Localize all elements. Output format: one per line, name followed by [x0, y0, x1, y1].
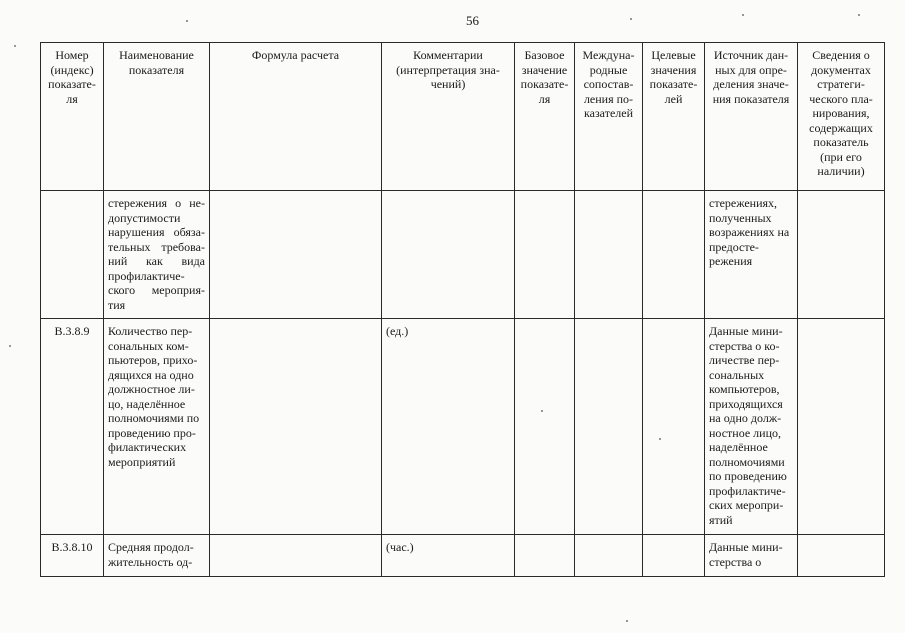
scan-speck: [858, 14, 860, 16]
cell-target-values: [643, 191, 705, 319]
page-number: 56: [466, 13, 479, 28]
cell-base-value: [515, 535, 575, 577]
scan-speck: [186, 20, 188, 22]
scan-speck: [742, 14, 744, 16]
cell-data-source: стережениях, полученных возражениях на предосте-режения: [705, 191, 798, 319]
scan-speck: [9, 345, 11, 347]
header-intl-comparison: Междуна-родные сопостав-ления по-казателей: [575, 43, 643, 191]
header-index: Номер (индекс) показате-ля: [41, 43, 104, 191]
cell-comment: [382, 191, 515, 319]
cell-index: B.3.8.9: [41, 319, 104, 535]
cell-data-source: Данные мини-стерства о: [705, 535, 798, 577]
header-formula: Формула расчета: [210, 43, 382, 191]
cell-intl-comparison: [575, 535, 643, 577]
header-comment: Комментарии (интерпретация зна-чений): [382, 43, 515, 191]
cell-planning-docs: [798, 535, 885, 577]
cell-comment: (час.): [382, 535, 515, 577]
cell-formula: [210, 535, 382, 577]
cell-target-values: [643, 319, 705, 535]
table-row: [41, 535, 885, 577]
header-planning-docs: Сведения о документах стратеги-ческого пла-нирования, содержащих показатель (при его наличии): [798, 43, 885, 191]
cell-formula: [210, 191, 382, 319]
cell-intl-comparison: [575, 191, 643, 319]
cell-planning-docs: [798, 191, 885, 319]
table-row: [41, 191, 885, 319]
scan-speck: [626, 620, 628, 622]
header-base-value: Базовое значение показате-ля: [515, 43, 575, 191]
table-header-row: [41, 43, 885, 191]
cell-base-value: [515, 191, 575, 319]
cell-data-source: Данные мини-стерства о ко-личестве пер-сональных компьютеров, приходящихся на одно долж-ностное лицо, наделённое полномочиями по проведению профилактиче-ских меропри-ятий: [705, 319, 798, 535]
cell-comment: (ед.): [382, 319, 515, 535]
header-data-source: Источник дан-ных для опре-деления значе-ния показателя: [705, 43, 798, 191]
cell-index: [41, 191, 104, 319]
scan-speck: [630, 18, 632, 20]
cell-index: B.3.8.10: [41, 535, 104, 577]
scan-speck: [541, 410, 543, 412]
cell-name: стережения о не-допустимости нарушения обяза-тельных требова-ний как вида профилактиче-ского мероприя-тия: [104, 191, 210, 319]
cell-formula: [210, 319, 382, 535]
cell-intl-comparison: [575, 319, 643, 535]
cell-name: Средняя продол-жительность од-: [104, 535, 210, 577]
cell-name: Количество пер-сональных ком-пьютеров, прихо-дящихся на одно должностное ли-цо, наделённое полномочиями по проведению про-филактических мероприятий: [104, 319, 210, 535]
cell-target-values: [643, 535, 705, 577]
header-target-values: Целевые значения показате-лей: [643, 43, 705, 191]
scan-speck: [14, 45, 16, 47]
header-name: Наименование показателя: [104, 43, 210, 191]
table-row: [41, 319, 885, 535]
cell-base-value: [515, 319, 575, 535]
scan-speck: [659, 438, 661, 440]
indicator-table: [40, 42, 885, 577]
cell-planning-docs: [798, 319, 885, 535]
